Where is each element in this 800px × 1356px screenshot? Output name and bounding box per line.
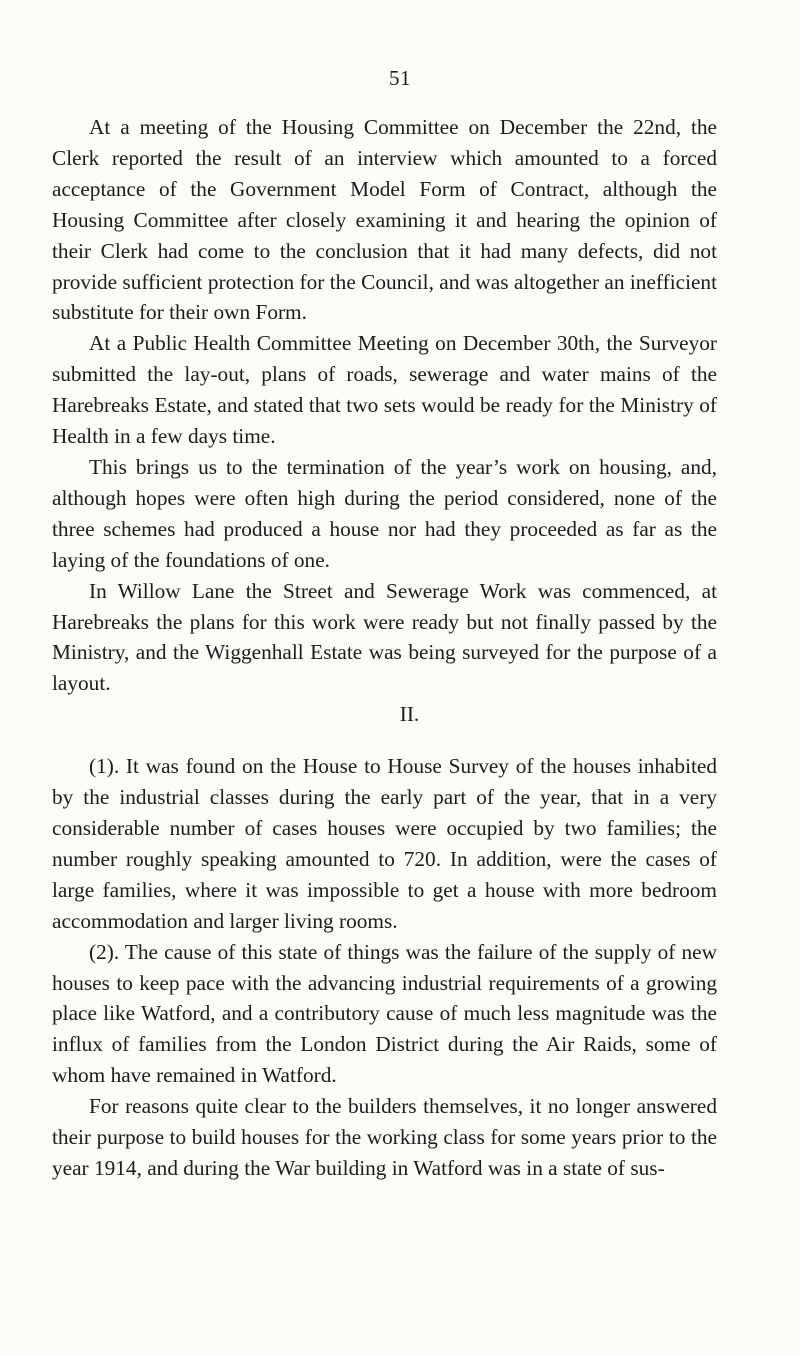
section-heading: II. bbox=[399, 702, 420, 727]
paragraph-public-health-committee-meeting: At a Public Health Committee Meeting on December 30th, the Surveyor submitted the lay-out, plans of roads, sewerage and water mains of the Harebreaks Estate, and stated that two sets would be ready for the Ministry of Health in a few days time. bbox=[52, 331, 717, 449]
page-number: 51 bbox=[389, 66, 411, 90]
body-text bbox=[52, 112, 717, 1184]
paragraph-year-termination: This brings us to the termination of the year’s work on housing, and, although hopes were often high during the period considered, none of the three schemes had produced a house nor had they proceeded as far as the laying of the foundations of one. bbox=[52, 454, 717, 572]
paragraph-housing-committee-meeting: At a meeting of the Housing Committee on December the 22nd, the Clerk reported the result of an interview which amounted to a forced acceptance of the Government Model Form of Contract, although the Housing Committee after closely examining it and hearing the opinion of their Clerk had come to the conclusion that it had many defects, did not provide sufficient protection for the Council, and was altogether an inefficient substitute for their own Form. bbox=[52, 115, 717, 325]
paragraph-house-survey: (1). It was found on the House to House Survey of the houses inhabited by the industrial classes during the early part of the year, that in a very considerable number of cases houses were occupied by two families; the number roughly speaking amounted to 720. In addition, were the cases of large families, where it was impossible to get a house with more bedroom accommodation and larger living rooms. bbox=[52, 754, 717, 933]
paragraph-willow-lane-works: In Willow Lane the Street and Sewerage Work was commenced, at Harebreaks the plans for this work were ready but not finally passed by the Ministry, and the Wiggenhall Estate was being surveyed for the purpose of a layout. bbox=[52, 578, 717, 696]
paragraph-builders-reasons: For reasons quite clear to the builders themselves, it no longer answered their purpose to build houses for the working class for some years prior to the year 1914, and during the War building in Watford was in a state of sus- bbox=[52, 1094, 717, 1180]
paragraph-cause-of-state: (2). The cause of this state of things was the failure of the supply of new houses to keep pace with the advancing industrial requirements of a growing place like Watford, and a contributory cause of much less magnitude was the influx of families from the London District during the Air Raids, some of whom have remained in Watford. bbox=[52, 939, 717, 1088]
